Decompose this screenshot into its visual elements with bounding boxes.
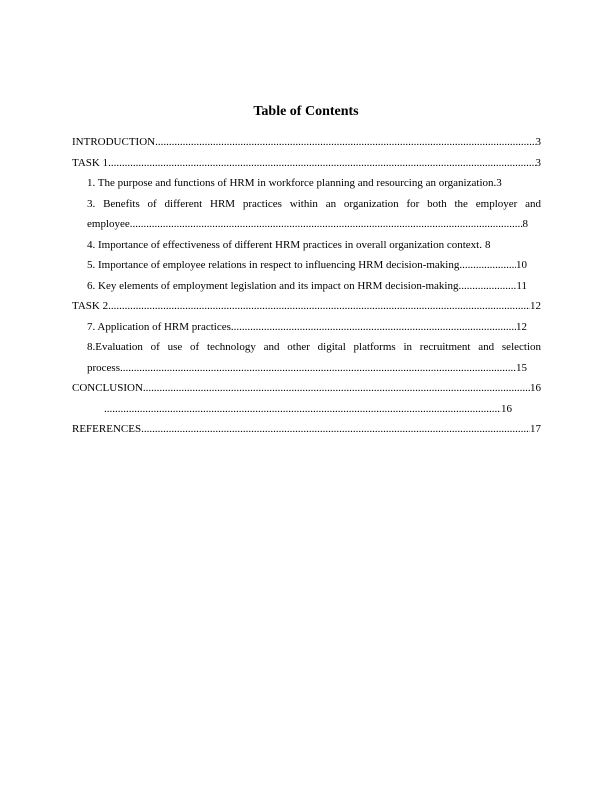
- toc-entry-8[interactable]: [72, 337, 541, 378]
- toc-entry-3[interactable]: [72, 194, 541, 235]
- dot-leader: [141, 419, 530, 440]
- toc-entry-text: 7. Application of HRM practices: [87, 320, 231, 333]
- toc-entry-4[interactable]: [72, 235, 541, 256]
- toc-page-number: 12: [530, 300, 541, 312]
- toc-page-number: 3: [496, 177, 502, 189]
- dot-leader: [459, 255, 516, 276]
- toc-entry-text: REFERENCES: [72, 423, 142, 435]
- toc-entry-conclusion[interactable]: [72, 378, 541, 399]
- toc-entry-text: TASK 2: [72, 300, 109, 312]
- toc-entry-text-line1: 3. Benefits of different HRM practices within an organization for both the employer and: [87, 197, 541, 210]
- toc-entry-text: CONCLUSION: [72, 382, 143, 394]
- dot-leader: [143, 378, 530, 399]
- toc-page-number: 16: [501, 402, 512, 415]
- toc-page-number: 17: [530, 423, 541, 435]
- dot-leader: [104, 399, 501, 420]
- toc-entry-text-line2: process: [87, 361, 120, 374]
- toc-page-number: 15: [516, 361, 527, 374]
- toc-page-number: 10: [516, 259, 527, 271]
- toc-page-number: 8: [484, 238, 491, 251]
- toc-page-number: 3: [535, 156, 541, 169]
- toc-page-number: 12: [516, 320, 527, 333]
- dot-leader: [108, 153, 535, 174]
- toc-entry-7[interactable]: [72, 317, 527, 338]
- toc-entry-introduction[interactable]: [72, 132, 541, 153]
- dot-leader: [120, 358, 516, 379]
- dot-leader: [231, 317, 516, 338]
- toc-entry-text: TASK 1: [72, 156, 109, 169]
- toc-entry-text: 5. Importance of employee relations in respect to influencing HRM decision-making: [87, 259, 460, 271]
- dot-leader: [459, 276, 517, 297]
- toc-page-number: 3: [535, 136, 541, 148]
- toc-page-number: 16: [530, 382, 541, 394]
- toc-entry-1[interactable]: [72, 173, 541, 194]
- dot-leader: [130, 214, 523, 235]
- toc-entry-text-line1: 8.Evaluation of use of technology and other digital platforms in recruitment and selection: [87, 341, 541, 353]
- toc-entry-untitled[interactable]: [72, 399, 512, 420]
- toc-entry-text: 1. The purpose and functions of HRM in workforce planning and resourcing an organization.: [87, 177, 497, 189]
- toc-entry-references[interactable]: [72, 419, 541, 440]
- toc-entry-text: 6. Key elements of employment legislation and its impact on HRM decision-making: [87, 279, 459, 292]
- toc-entry-text: 4. Importance of effectiveness of different HRM practices in overall organization context.: [87, 238, 482, 251]
- toc-title: Table of Contents: [253, 104, 359, 119]
- table-of-contents: [72, 132, 541, 440]
- toc-entry-task-1[interactable]: [72, 153, 541, 174]
- toc-entry-6[interactable]: [72, 276, 527, 297]
- dot-leader: [155, 132, 535, 153]
- toc-entry-5[interactable]: [72, 255, 527, 276]
- toc-entry-text: INTRODUCTION: [72, 136, 156, 148]
- dot-leader: [108, 296, 530, 317]
- toc-page-number: 8: [522, 218, 528, 230]
- toc-entry-text-line2: employee: [87, 218, 130, 230]
- toc-page-number: 11: [516, 279, 527, 292]
- toc-entry-task-2[interactable]: [72, 296, 541, 317]
